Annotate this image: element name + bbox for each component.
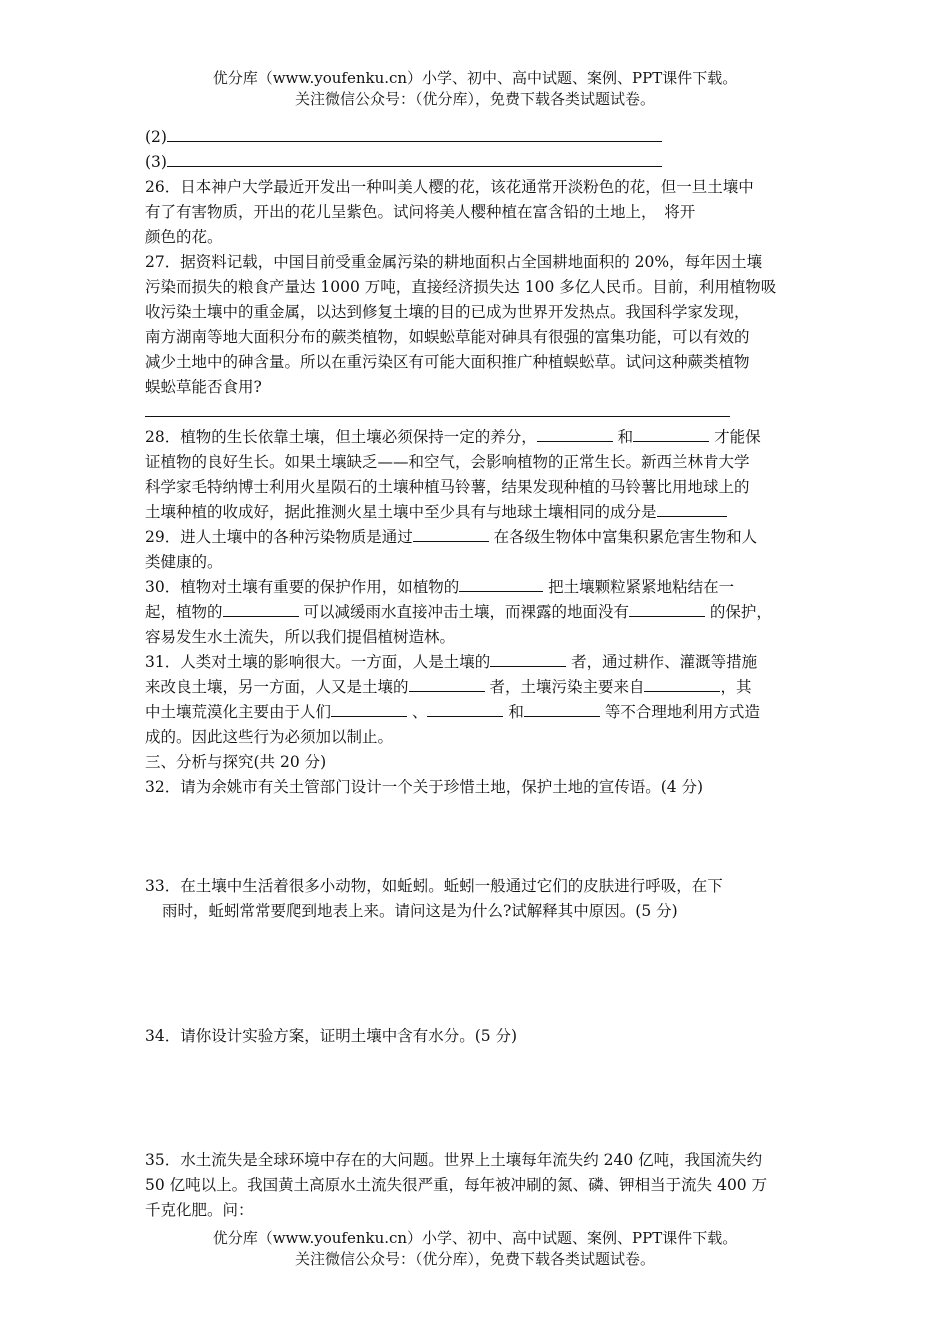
q28-blank-1[interactable] xyxy=(537,427,613,442)
q28-text-b: 和 xyxy=(612,428,634,446)
q27-line-2: 污染而损失的粮食产量达 1000 万吨，直接经济损失达 100 多亿人民币。目前，利用植物吸 xyxy=(145,278,777,296)
q28-text-c: 才能保 xyxy=(709,428,761,446)
header-line-2: 关注微信公众号：（优分库），免费下载各类试题试卷。 xyxy=(294,90,655,108)
q28-line-4 xyxy=(145,501,727,523)
answer-blank-3[interactable] xyxy=(167,152,662,167)
q28-blank-2[interactable] xyxy=(633,427,709,442)
answer-label-2: (2) xyxy=(145,128,167,146)
q28-line-2: 证植物的良好生长。如果土壤缺乏——和空气，会影响植物的正常生长。新西兰林肯大学 xyxy=(145,453,750,471)
q29-line-2: 类健康的。 xyxy=(145,553,223,571)
q30-line-2 xyxy=(145,601,772,623)
q35-line-2: 50 亿吨以上。我国黄土高原水土流失很严重，每年被冲刷的氮、磷、钾相当于流失 400 万 xyxy=(145,1176,768,1194)
q30-text-e: 的保护， xyxy=(704,603,772,621)
q31-blank-5[interactable] xyxy=(427,702,503,717)
q27-line-3: 收污染土壤中的重金属，以达到修复土壤的目的已成为世界开发热点。我国科学家发现， xyxy=(145,303,750,321)
q31-line-3 xyxy=(145,701,760,723)
footer-line-2: 关注微信公众号：（优分库），免费下载各类试题试卷。 xyxy=(294,1250,655,1268)
q28-text-a: 28．植物的生长依靠土壤，但土壤必须保持一定的养分， xyxy=(145,428,537,446)
q30-text-d: 可以减缓雨水直接冲击土壤，而裸露的地面没有 xyxy=(298,603,629,621)
q33-line-2: 雨时，蚯蚓常常要爬到地表上来。请问这是为什么?试解释其中原因。(5 分) xyxy=(162,902,678,920)
answer-label-3: (3) xyxy=(145,153,167,171)
footer-line-1: 优分库（www.youfenku.cn）小学、初中、高中试题、案例、PPT课件下载。 xyxy=(212,1229,738,1247)
q30-blank-2[interactable] xyxy=(223,602,299,617)
q30-text-a: 30．植物对土壤有重要的保护作用，如植物的 xyxy=(145,578,460,596)
q29-text-a: 29．进人土壤中的各种污染物质是通过 xyxy=(145,528,413,546)
q30-text-b: 把土壤颗粒紧紧地粘结在一 xyxy=(543,578,735,596)
q30-line-3: 容易发生水土流失，所以我们提倡植树造林。 xyxy=(145,628,456,646)
q31-blank-6[interactable] xyxy=(524,702,600,717)
q31-text-d: 者，土壤污染主要来自 xyxy=(484,678,645,696)
q26-line-3: 颜色的花。 xyxy=(145,228,223,246)
q31-text-c: 来改良土壤，另一方面，人又是土壤的 xyxy=(145,678,409,696)
answer-blank-2[interactable] xyxy=(167,127,662,142)
q31-text-g: 、 xyxy=(407,703,428,721)
header-line-1: 优分库（www.youfenku.cn）小学、初中、高中试题、案例、PPT课件下载。 xyxy=(212,69,738,87)
q35-line-3: 千克化肥。问： xyxy=(145,1201,254,1219)
q30-line-1 xyxy=(145,576,734,598)
q28-line-3: 科学家毛特纳博士利用火星陨石的土壤种植马铃薯，结果发现种植的马铃薯比用地球上的 xyxy=(145,478,750,496)
answer-line-2 xyxy=(145,126,662,148)
q31-text-f: 中土壤荒漠化主要由于人们 xyxy=(145,703,332,721)
q26-line-1: 26．日本神户大学最近开发出一种叫美人樱的花，该花通常开淡粉色的花，但一旦土壤中 xyxy=(145,178,754,196)
q35-line-1: 35．水土流失是全球环境中存在的大问题。世界上土壤每年流失约 240 亿吨，我国流失约 xyxy=(145,1151,763,1169)
q31-text-i: 等不合理地利用方式造 xyxy=(599,703,760,721)
q31-blank-4[interactable] xyxy=(331,702,407,717)
q31-text-h: 和 xyxy=(503,703,524,721)
q29-text-b: 在各级生物体中富集积累危害生物和人 xyxy=(488,528,758,546)
q27-line-1: 27．据资料记载，中国目前受重金属污染的耕地面积占全国耕地面积的 20%，每年因土壤 xyxy=(145,253,763,271)
q30-blank-1[interactable] xyxy=(459,577,543,592)
section-3-heading: 三、分析与探究(共 20 分) xyxy=(145,753,327,771)
page-footer xyxy=(0,1228,950,1270)
q30-blank-3[interactable] xyxy=(629,602,705,617)
q31-blank-3[interactable] xyxy=(644,677,720,692)
answer-line-3 xyxy=(145,151,662,173)
q31-blank-2[interactable] xyxy=(409,677,485,692)
q28-blank-3[interactable] xyxy=(657,502,727,517)
q32-text: 32．请为余姚市有关土管部门设计一个关于珍惜土地，保护土地的宣传语。(4 分) xyxy=(145,778,704,796)
q30-text-c: 起，植物的 xyxy=(145,603,223,621)
q33-line-1: 33．在土壤中生活着很多小动物，如蚯蚓。蚯蚓一般通过它们的皮肤进行呼吸，在下 xyxy=(145,877,723,895)
q26-line-2: 有了有害物质，开出的花儿呈紫色。试问将美人樱种植在富含铅的土地上， 将开 xyxy=(145,203,696,221)
q31-text-a: 31．人类对土壤的影响很大。一方面，人是土壤的 xyxy=(145,653,491,671)
q31-blank-1[interactable] xyxy=(490,652,566,667)
q34-text: 34．请你设计实验方案，证明土壤中含有水分。(5 分) xyxy=(145,1027,518,1045)
q27-answer-rule[interactable] xyxy=(145,416,730,417)
q27-line-5: 减少土地中的砷含量。所以在重污染区有可能大面积推广种植蜈蚣草。试问这种蕨类植物 xyxy=(145,353,750,371)
q31-text-b: 者，通过耕作、灌溉等措施 xyxy=(566,653,758,671)
q28-line-1 xyxy=(145,426,761,448)
q29-blank-1[interactable] xyxy=(413,527,489,542)
q31-line-2 xyxy=(145,676,751,698)
q29-line-1 xyxy=(145,526,757,548)
q27-line-4: 南方湖南等地大面积分布的蕨类植物，如蜈蚣草能对砷具有很强的富集功能，可以有效的 xyxy=(145,328,750,346)
q31-line-1 xyxy=(145,651,757,673)
q31-line-4: 成的。因此这些行为必须加以制止。 xyxy=(145,728,394,746)
q28-text-d: 土壤种植的收成好，据此推测火星土壤中至少具有与地球土壤相同的成分是 xyxy=(145,503,657,521)
page-header xyxy=(0,68,950,110)
q27-line-6: 蜈蚣草能否食用? xyxy=(145,378,262,396)
q31-text-e: ，其 xyxy=(720,678,752,696)
